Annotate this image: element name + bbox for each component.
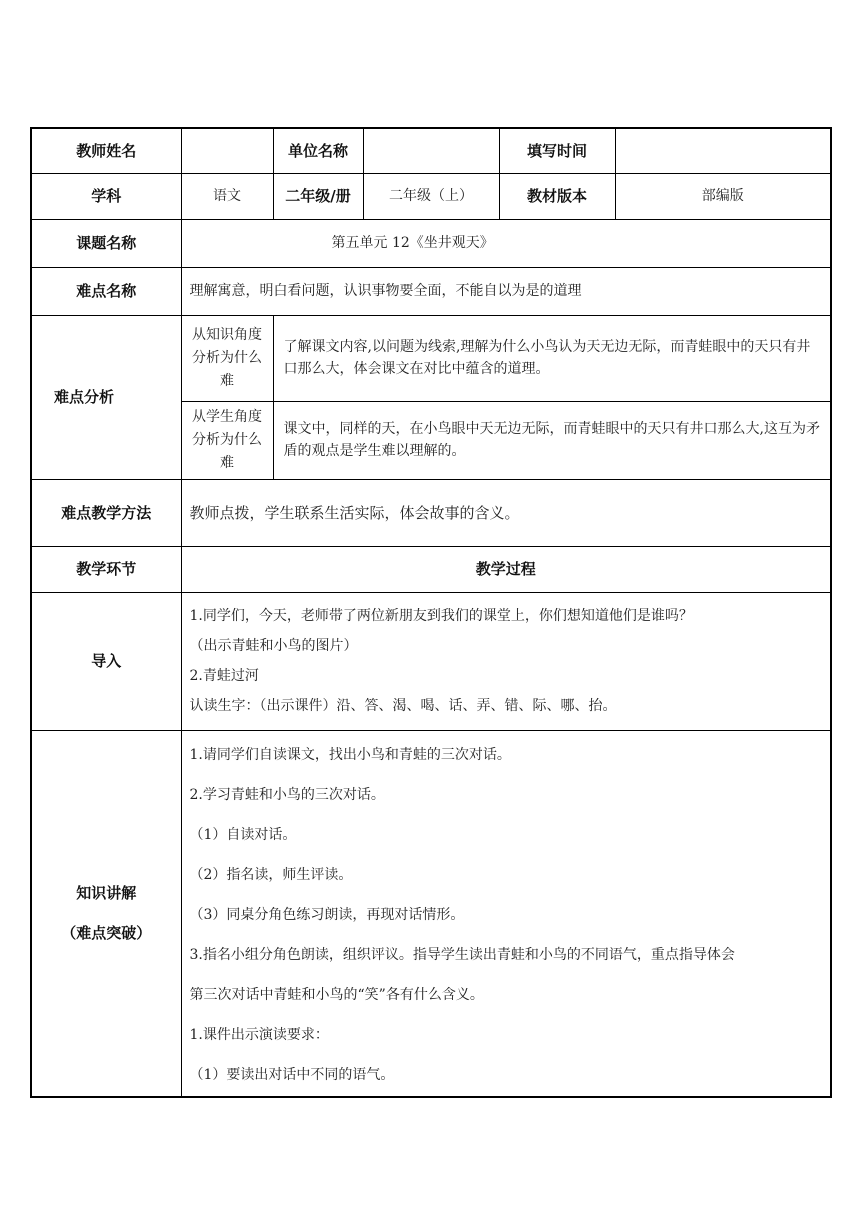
difficulty-label: 难点名称: [31, 267, 181, 315]
student-angle-label: 从学生角度分析为什么难: [181, 401, 273, 479]
knowledge-line: （1）自读对话。: [189, 826, 297, 843]
knowledge-line: 1.请同学们自读课文，找出小鸟和青蛙的三次对话。: [189, 746, 511, 763]
stage-header: 教学环节: [31, 546, 181, 592]
edition-label: 教材版本: [499, 173, 615, 219]
intro-row: [31, 592, 831, 730]
intro-line: 2.青蛙过河: [189, 668, 259, 684]
method-row: [31, 479, 831, 546]
edition-value: 部编版: [615, 173, 831, 219]
teacher-name-label: 教师姓名: [31, 128, 181, 173]
knowledge-content: [181, 730, 831, 1097]
topic-row: [31, 219, 831, 267]
process-header: 教学过程: [181, 546, 831, 592]
fill-date-label: 填写时间: [499, 128, 615, 173]
grade-label: 二年级/册: [273, 173, 363, 219]
teacher-name-value: [181, 128, 273, 173]
method-value: 教师点拨，学生联系生活实际，体会故事的含义。: [181, 479, 831, 546]
lesson-plan-table: [30, 127, 832, 1098]
intro-line: （出示青蛙和小鸟的图片）: [189, 638, 358, 654]
lesson-plan-document: [30, 127, 830, 1098]
knowledge-angle-label: 从知识角度分析为什么难: [181, 315, 273, 401]
knowledge-line: （1）要读出对话中不同的语气。: [189, 1066, 395, 1083]
knowledge-label-cell: [31, 730, 181, 1097]
info-row-2: [31, 173, 831, 219]
subject-label: 学科: [31, 173, 181, 219]
difficulty-row: [31, 267, 831, 315]
knowledge-row: [31, 730, 831, 1097]
topic-value: 第五单元 12《坐井观天》: [181, 219, 831, 267]
knowledge-sublabel: （难点突破）: [61, 924, 152, 943]
info-row-1: [31, 128, 831, 173]
unit-name-label: 单位名称: [273, 128, 363, 173]
knowledge-angle-text: 了解课文内容,以问题为线索,理解为什么小鸟认为天无边无际，而青蛙眼中的天只有井口那么大，体会课文在对比中蕴含的道理。: [273, 315, 831, 401]
difficulty-value: 理解寓意，明白看问题，认识事物要全面，不能自以为是的道理: [181, 267, 831, 315]
knowledge-line: 2.学习青蛙和小鸟的三次对话。: [189, 786, 385, 803]
knowledge-line: 3.指名小组分角色朗读，组织评议。指导学生读出青蛙和小鸟的不同语气，重点指导体会: [189, 946, 735, 963]
analysis-label: 难点分析: [31, 315, 181, 479]
knowledge-line: 1.课件出示演读要求：: [189, 1026, 329, 1043]
knowledge-line: 第三次对话中青蛙和小鸟的“笑”各有什么含义。: [189, 986, 484, 1003]
intro-line: 认读生字：（出示课件）沿、答、渴、喝、话、弄、错、际、哪、抬。: [189, 698, 617, 714]
process-header-row: [31, 546, 831, 592]
topic-label: 课题名称: [31, 219, 181, 267]
method-label: 难点教学方法: [31, 479, 181, 546]
intro-label: 导入: [31, 592, 181, 730]
intro-content: [181, 592, 831, 730]
unit-name-value: [363, 128, 499, 173]
subject-value: 语文: [181, 173, 273, 219]
knowledge-line: （2）指名读，师生评读。: [189, 866, 353, 883]
knowledge-line: （3）同桌分角色练习朗读，再现对话情形。: [189, 906, 465, 923]
grade-value: 二年级（上）: [363, 173, 499, 219]
student-angle-text: 课文中，同样的天，在小鸟眼中天无边无际，而青蛙眼中的天只有井口那么大,这互为矛盾的观点是学生难以理解的。: [273, 401, 831, 479]
intro-line: 1.同学们，今天，老师带了两位新朋友到我们的课堂上，你们想知道他们是谁吗？: [189, 608, 693, 624]
knowledge-label: 知识讲解: [76, 884, 137, 903]
fill-date-value: [615, 128, 831, 173]
analysis-row-knowledge: [31, 315, 831, 401]
